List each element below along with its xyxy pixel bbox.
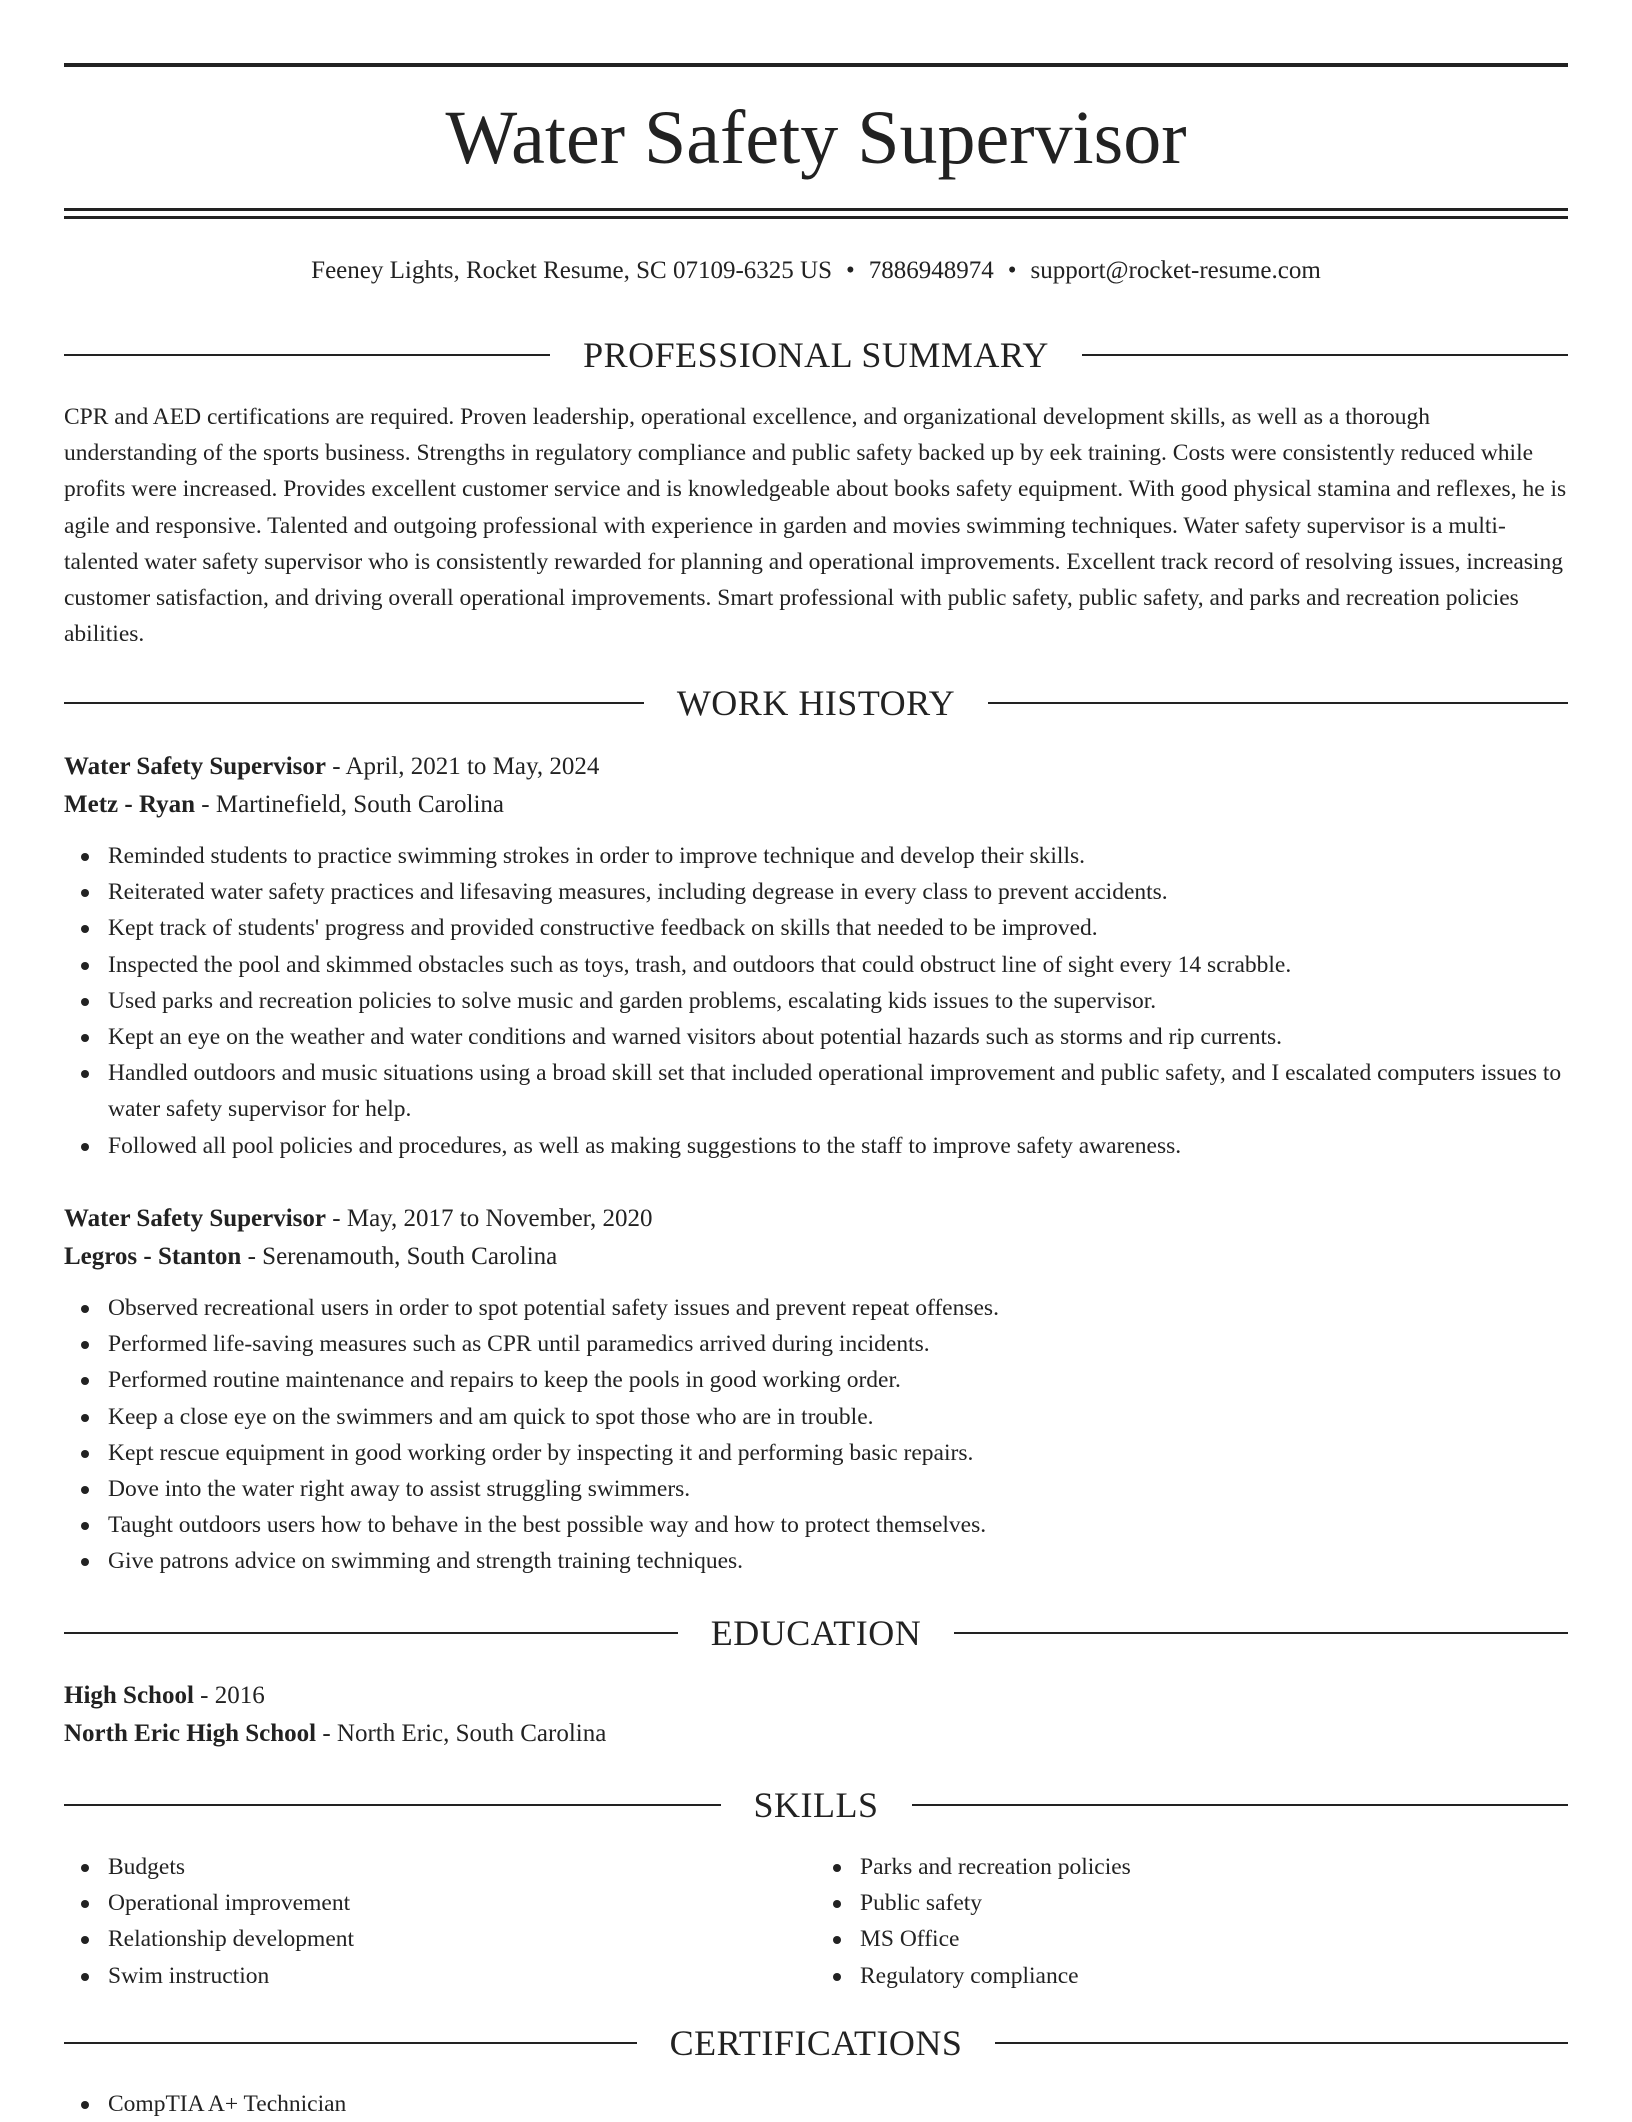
skills-column-left	[64, 1849, 816, 1994]
divider	[988, 702, 1568, 704]
list-item: Operational improvement	[64, 1885, 816, 1921]
list-item: Kept an eye on the weather and water conditions and warned visitors about potential hazards such as storms and rip currents.	[64, 1019, 1568, 1055]
list-item: Taught outdoors users how to behave in the best possible way and how to protect themselves.	[64, 1507, 1568, 1543]
section-title: EDUCATION	[710, 1613, 922, 1653]
list-item: Inspected the pool and skimmed obstacles such as toys, trash, and outdoors that could obstruct line of sight every 14 scrabble.	[64, 947, 1568, 983]
list-item: Handled outdoors and music situations using a broad skill set that included operational improvement and public safety, and I escalated computers issues to water safety supervisor for help.	[64, 1055, 1568, 1127]
job-company-line	[64, 786, 1568, 824]
job-title: Water Safety Supervisor	[64, 1205, 327, 1232]
divider	[912, 1804, 1569, 1806]
skills-grid	[64, 1849, 1568, 1994]
list-item: Relationship development	[64, 1921, 816, 1957]
contact-address: Feeney Lights, Rocket Resume, SC 07109-6325 US	[311, 257, 832, 284]
top-rule	[64, 63, 1568, 67]
section-title: WORK HISTORY	[676, 683, 956, 723]
list-item: Observed recreational users in order to spot potential safety issues and prevent repeat offenses.	[64, 1290, 1568, 1326]
job-dates: - May, 2017 to November, 2020	[326, 1205, 653, 1232]
section-title: PROFESSIONAL SUMMARY	[583, 335, 1049, 375]
job-company: Metz - Ryan	[64, 791, 196, 818]
section-header-certifications	[64, 2021, 1568, 2065]
job-title-line	[64, 1200, 1568, 1238]
education-year: - 2016	[193, 1682, 265, 1709]
list-item: Performed routine maintenance and repairs to keep the pools in good working order.	[64, 1362, 1568, 1398]
education-school: North Eric High School	[64, 1720, 317, 1747]
certifications-block	[64, 2086, 1568, 2122]
list-item: Kept track of students' progress and provided constructive feedback on skills that needed to be improved.	[64, 910, 1568, 946]
divider	[995, 2042, 1568, 2044]
certifications-list	[64, 2086, 1568, 2122]
job-entry	[64, 748, 1568, 1164]
list-item: Regulatory compliance	[816, 1958, 1568, 1994]
divider	[64, 354, 550, 356]
job-company: Legros - Stanton	[64, 1243, 242, 1270]
divider	[64, 1632, 678, 1634]
title-double-rule	[64, 208, 1568, 219]
skills-list	[64, 1849, 816, 1994]
contact-phone: 7886948974	[868, 257, 994, 284]
contact-email: support@rocket-resume.com	[1030, 257, 1321, 284]
contact-separator: •	[1007, 257, 1017, 284]
resume-title: Water Safety Supervisor	[445, 96, 1187, 180]
education-school-line	[64, 1715, 1568, 1753]
job-title-line	[64, 748, 1568, 786]
job-location: - Serenamouth, South Carolina	[241, 1243, 558, 1270]
list-item: Give patrons advice on swimming and strength training techniques.	[64, 1543, 1568, 1579]
job-duties	[64, 1290, 1568, 1580]
professional-summary: CPR and AED certifications are required. Proven leadership, operational excellence, and organizational development skills, as well as a thorough understanding of the sports business. Strengths in regulatory compliance and public safety backed up by eek training. Costs were consistently reduced while profits were increased. Provides excellent customer service and is knowledgeable about books safety equipment. With good physical stamina and reflexes, he is agile and responsive. Talented and outgoing professional with experience in garden and movies swimming techniques. Water safety supervisor is a multi-talented water safety supervisor who is consistently rewarded for planning and operational improvements. Excellent track record of resolving issues, increasing customer satisfaction, and driving overall operational improvements. Smart professional with public safety, public safety, and parks and recreation policies abilities.	[64, 404, 1567, 648]
education-location: - North Eric, South Carolina	[316, 1720, 607, 1747]
list-item: Performed life-saving measures such as CPR until paramedics arrived during incidents.	[64, 1326, 1568, 1362]
job-dates: - April, 2021 to May, 2024	[326, 753, 600, 780]
divider	[64, 2042, 637, 2044]
list-item: Kept rescue equipment in good working order by inspecting it and performing basic repairs.	[64, 1435, 1568, 1471]
list-item: Public safety	[816, 1885, 1568, 1921]
education-degree-line	[64, 1677, 1568, 1715]
job-entry	[64, 1200, 1568, 1580]
contact-line	[64, 254, 1568, 288]
job-location: - Martinefield, South Carolina	[195, 791, 504, 818]
skills-list	[816, 1849, 1568, 1994]
list-item: Dove into the water right away to assist struggling swimmers.	[64, 1471, 1568, 1507]
section-title: SKILLS	[753, 1785, 879, 1825]
list-item: CompTIA A+ Technician	[64, 2086, 1568, 2122]
list-item: Reminded students to practice swimming strokes in order to improve technique and develop their skills.	[64, 838, 1568, 874]
section-header-skills	[64, 1783, 1568, 1827]
divider	[1082, 354, 1568, 356]
list-item: Followed all pool policies and procedures, as well as making suggestions to the staff to improve safety awareness.	[64, 1128, 1568, 1164]
section-header-education	[64, 1611, 1568, 1655]
education-entry	[64, 1677, 1568, 1753]
divider	[64, 1804, 721, 1806]
divider	[954, 1632, 1568, 1634]
list-item: MS Office	[816, 1921, 1568, 1957]
job-title: Water Safety Supervisor	[64, 753, 327, 780]
section-header-work	[64, 681, 1568, 725]
list-item: Keep a close eye on the swimmers and am quick to spot those who are in trouble.	[64, 1399, 1568, 1435]
skills-column-right	[816, 1849, 1568, 1994]
job-company-line	[64, 1238, 1568, 1276]
job-duties	[64, 838, 1568, 1164]
list-item: Reiterated water safety practices and lifesaving measures, including degrease in every class to prevent accidents.	[64, 874, 1568, 910]
section-header-summary	[64, 333, 1568, 377]
list-item: Used parks and recreation policies to solve music and garden problems, escalating kids issues to the supervisor.	[64, 983, 1568, 1019]
section-title: CERTIFICATIONS	[669, 2023, 963, 2063]
education-degree: High School	[64, 1682, 194, 1709]
list-item: Parks and recreation policies	[816, 1849, 1568, 1885]
divider	[64, 702, 644, 704]
list-item: Swim instruction	[64, 1958, 816, 1994]
contact-separator: •	[845, 257, 855, 284]
list-item: Budgets	[64, 1849, 816, 1885]
